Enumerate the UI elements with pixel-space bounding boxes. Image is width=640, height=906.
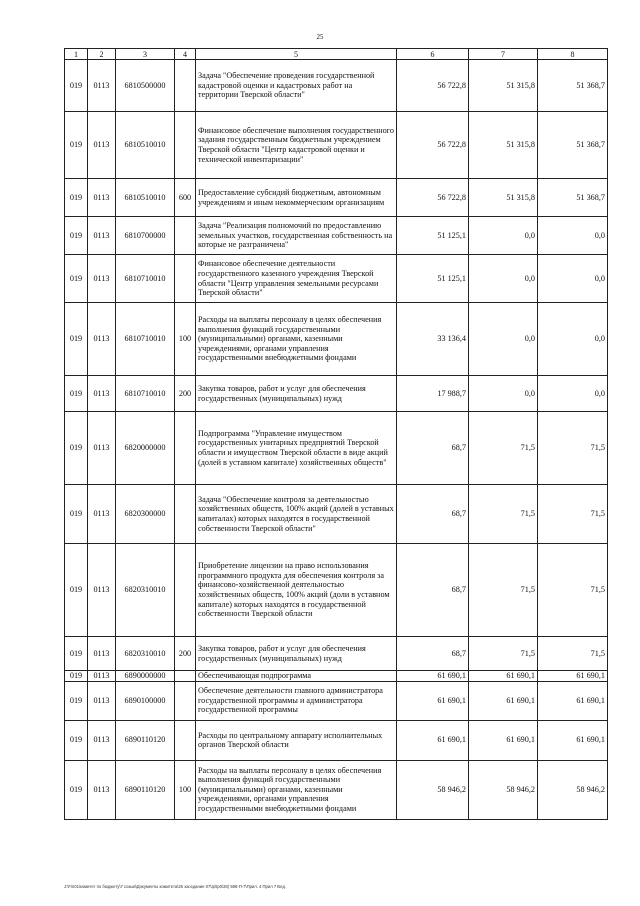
cell-section: 0113 bbox=[88, 60, 116, 112]
cell-description: Закупка товаров, работ и услуг для обеспечения государственных (муниципальных) нужд bbox=[196, 376, 397, 412]
cell-amount-year3: 0,0 bbox=[538, 255, 608, 303]
cell-amount-year2: 51 315,8 bbox=[469, 179, 538, 217]
cell-description: Расходы на выплаты персоналу в целях обеспечения выполнения функций государственными (муниципальными) органами, казенными учреждениями, органами управления государственными внебюджетными фондами bbox=[196, 303, 397, 376]
table-row bbox=[65, 412, 608, 485]
cell-expense-type: 100 bbox=[175, 760, 196, 819]
cell-section: 0113 bbox=[88, 303, 116, 376]
cell-section: 0113 bbox=[88, 681, 116, 720]
cell-amount-year3: 0,0 bbox=[538, 303, 608, 376]
table-row bbox=[65, 112, 608, 179]
table-row bbox=[65, 681, 608, 720]
cell-amount-year1: 56 722,8 bbox=[397, 60, 469, 112]
cell-expense-type bbox=[175, 412, 196, 485]
cell-target-code: 6820310010 bbox=[116, 637, 175, 671]
table-row bbox=[65, 217, 608, 255]
cell-ved: 019 bbox=[65, 303, 88, 376]
cell-amount-year1: 61 690,1 bbox=[397, 720, 469, 760]
cell-expense-type: 200 bbox=[175, 637, 196, 671]
cell-section: 0113 bbox=[88, 412, 116, 485]
cell-description: Предоставление субсидий бюджетным, автономным учреждениям и иным некоммерческим организациям bbox=[196, 179, 397, 217]
header-cell-6: 6 bbox=[397, 49, 469, 60]
page-number: 25 bbox=[316, 33, 324, 41]
cell-amount-year1: 51 125,1 bbox=[397, 255, 469, 303]
table-row bbox=[65, 671, 608, 682]
cell-expense-type bbox=[175, 485, 196, 544]
cell-amount-year1: 61 690,1 bbox=[397, 681, 469, 720]
cell-amount-year2: 0,0 bbox=[469, 255, 538, 303]
cell-amount-year3: 71,5 bbox=[538, 544, 608, 637]
cell-amount-year3: 0,0 bbox=[538, 376, 608, 412]
cell-amount-year1: 33 136,4 bbox=[397, 303, 469, 376]
cell-amount-year1: 68,7 bbox=[397, 485, 469, 544]
cell-expense-type bbox=[175, 681, 196, 720]
cell-description: Задача "Обеспечение контроля за деятельностью хозяйственных обществ, 100% акций (долей в уставных капиталах) которых находятся в государственной собственности Тверской области" bbox=[196, 485, 397, 544]
cell-amount-year3: 51 368,7 bbox=[538, 112, 608, 179]
cell-target-code: 6810510010 bbox=[116, 179, 175, 217]
cell-amount-year3: 51 368,7 bbox=[538, 60, 608, 112]
cell-section: 0113 bbox=[88, 217, 116, 255]
cell-expense-type bbox=[175, 720, 196, 760]
cell-description: Закупка товаров, работ и услуг для обеспечения государственных (муниципальных) нужд bbox=[196, 637, 397, 671]
table-row bbox=[65, 376, 608, 412]
cell-ved: 019 bbox=[65, 720, 88, 760]
cell-amount-year1: 51 125,1 bbox=[397, 217, 469, 255]
cell-amount-year2: 61 690,1 bbox=[469, 671, 538, 682]
table-row bbox=[65, 255, 608, 303]
header-cell-8: 8 bbox=[538, 49, 608, 60]
cell-description: Обеспечивающая подпрограмма bbox=[196, 671, 397, 682]
cell-amount-year3: 71,5 bbox=[538, 637, 608, 671]
cell-target-code: 6820310010 bbox=[116, 544, 175, 637]
cell-description: Финансовое обеспечение выполнения государственного задания государственным бюджетным учреждением Тверской области "Центр кадастровой оценки и технической инвентаризации" bbox=[196, 112, 397, 179]
table-row bbox=[65, 544, 608, 637]
cell-target-code: 6890110120 bbox=[116, 760, 175, 819]
table-row bbox=[65, 760, 608, 819]
cell-section: 0113 bbox=[88, 112, 116, 179]
cell-amount-year2: 58 946,2 bbox=[469, 760, 538, 819]
table-row bbox=[65, 303, 608, 376]
cell-amount-year1: 68,7 bbox=[397, 637, 469, 671]
cell-amount-year1: 17 988,7 bbox=[397, 376, 469, 412]
cell-amount-year3: 71,5 bbox=[538, 412, 608, 485]
table-body bbox=[65, 49, 608, 820]
cell-section: 0113 bbox=[88, 544, 116, 637]
cell-amount-year2: 0,0 bbox=[469, 376, 538, 412]
cell-section: 0113 bbox=[88, 760, 116, 819]
header-cell-1: 1 bbox=[65, 49, 88, 60]
cell-target-code: 6820300000 bbox=[116, 485, 175, 544]
header-cell-7: 7 bbox=[469, 49, 538, 60]
cell-section: 0113 bbox=[88, 671, 116, 682]
cell-target-code: 6810710010 bbox=[116, 303, 175, 376]
header-cell-4: 4 bbox=[175, 49, 196, 60]
cell-amount-year3: 51 368,7 bbox=[538, 179, 608, 217]
cell-ved: 019 bbox=[65, 376, 88, 412]
cell-amount-year2: 0,0 bbox=[469, 303, 538, 376]
cell-expense-type bbox=[175, 255, 196, 303]
cell-amount-year1: 68,7 bbox=[397, 544, 469, 637]
table-row bbox=[65, 485, 608, 544]
footer-file-path: J:\Fin01\комитет по бюджету\7 созыв\Документы комитета\26 заседание 07\Ip\Ip0\28) 596-П-7\Прил. 4 Прил 7 Вед. bbox=[64, 884, 286, 889]
cell-description: Задача "Реализация полномочий по предоставлению земельных участков, государственная собственность на которые не разграничена" bbox=[196, 217, 397, 255]
cell-amount-year2: 51 315,8 bbox=[469, 60, 538, 112]
cell-section: 0113 bbox=[88, 720, 116, 760]
cell-ved: 019 bbox=[65, 217, 88, 255]
cell-ved: 019 bbox=[65, 544, 88, 637]
cell-expense-type bbox=[175, 217, 196, 255]
cell-amount-year1: 56 722,8 bbox=[397, 112, 469, 179]
cell-ved: 019 bbox=[65, 637, 88, 671]
cell-expense-type: 600 bbox=[175, 179, 196, 217]
header-cell-3: 3 bbox=[116, 49, 175, 60]
cell-amount-year2: 61 690,1 bbox=[469, 681, 538, 720]
header-cell-5: 5 bbox=[196, 49, 397, 60]
cell-amount-year2: 71,5 bbox=[469, 544, 538, 637]
cell-amount-year3: 71,5 bbox=[538, 485, 608, 544]
cell-amount-year2: 61 690,1 bbox=[469, 720, 538, 760]
cell-section: 0113 bbox=[88, 376, 116, 412]
cell-ved: 019 bbox=[65, 412, 88, 485]
cell-target-code: 6890000000 bbox=[116, 671, 175, 682]
cell-ved: 019 bbox=[65, 60, 88, 112]
cell-ved: 019 bbox=[65, 671, 88, 682]
cell-amount-year2: 0,0 bbox=[469, 217, 538, 255]
cell-ved: 019 bbox=[65, 179, 88, 217]
cell-ved: 019 bbox=[65, 760, 88, 819]
cell-expense-type: 200 bbox=[175, 376, 196, 412]
cell-description: Подпрограмма "Управление имуществом государственных унитарных предприятий Тверской области и имуществом Тверской области в виде акций (долей в уставном капитале) хозяйственных обществ" bbox=[196, 412, 397, 485]
cell-target-code: 6810510010 bbox=[116, 112, 175, 179]
cell-description: Обеспечение деятельности главного администратора государственной программы и администратора государственной программы bbox=[196, 681, 397, 720]
cell-expense-type: 100 bbox=[175, 303, 196, 376]
cell-expense-type bbox=[175, 60, 196, 112]
cell-target-code: 6890100000 bbox=[116, 681, 175, 720]
table-row bbox=[65, 60, 608, 112]
table-row bbox=[65, 179, 608, 217]
table-header-row bbox=[65, 49, 608, 60]
cell-expense-type bbox=[175, 112, 196, 179]
cell-amount-year1: 56 722,8 bbox=[397, 179, 469, 217]
cell-amount-year2: 51 315,8 bbox=[469, 112, 538, 179]
cell-target-code: 6810710010 bbox=[116, 376, 175, 412]
cell-description: Расходы по центральному аппарату исполнительных органов Тверской области bbox=[196, 720, 397, 760]
cell-amount-year3: 61 690,1 bbox=[538, 681, 608, 720]
table-row bbox=[65, 720, 608, 760]
cell-target-code: 6810700000 bbox=[116, 217, 175, 255]
cell-description: Задача "Обеспечение проведения государственной кадастровой оценки и кадастровых работ на территории Тверской области" bbox=[196, 60, 397, 112]
cell-amount-year2: 71,5 bbox=[469, 485, 538, 544]
cell-ved: 019 bbox=[65, 112, 88, 179]
cell-amount-year3: 0,0 bbox=[538, 217, 608, 255]
cell-amount-year3: 61 690,1 bbox=[538, 720, 608, 760]
cell-expense-type bbox=[175, 544, 196, 637]
cell-section: 0113 bbox=[88, 255, 116, 303]
cell-amount-year2: 71,5 bbox=[469, 412, 538, 485]
cell-ved: 019 bbox=[65, 255, 88, 303]
cell-target-code: 6810710010 bbox=[116, 255, 175, 303]
cell-section: 0113 bbox=[88, 179, 116, 217]
cell-target-code: 6810500000 bbox=[116, 60, 175, 112]
cell-amount-year3: 61 690,1 bbox=[538, 671, 608, 682]
cell-amount-year2: 71,5 bbox=[469, 637, 538, 671]
cell-target-code: 6820000000 bbox=[116, 412, 175, 485]
cell-amount-year1: 58 946,2 bbox=[397, 760, 469, 819]
cell-amount-year3: 58 946,2 bbox=[538, 760, 608, 819]
cell-target-code: 6890110120 bbox=[116, 720, 175, 760]
cell-ved: 019 bbox=[65, 681, 88, 720]
cell-ved: 019 bbox=[65, 485, 88, 544]
cell-section: 0113 bbox=[88, 637, 116, 671]
budget-table bbox=[64, 48, 608, 820]
cell-expense-type bbox=[175, 671, 196, 682]
cell-section: 0113 bbox=[88, 485, 116, 544]
cell-amount-year1: 61 690,1 bbox=[397, 671, 469, 682]
cell-amount-year1: 68,7 bbox=[397, 412, 469, 485]
cell-description: Расходы на выплаты персоналу в целях обеспечения выполнения функций государственными (муниципальными) органами, казенными учреждениями, органами управления государственными внебюджетными фондами bbox=[196, 760, 397, 819]
cell-description: Приобретение лицензии на право использования программного продукта для обеспечения контроля за финансово-хозяйственной деятельностью хозяйственных обществ, 100% акций (доли в уставном капитале) которых находятся в государственной собственности Тверской области bbox=[196, 544, 397, 637]
cell-description: Финансовое обеспечение деятельности государственного казенного учреждения Тверской области "Центр управления земельными ресурсами Тверской области" bbox=[196, 255, 397, 303]
header-cell-2: 2 bbox=[88, 49, 116, 60]
table-row bbox=[65, 637, 608, 671]
